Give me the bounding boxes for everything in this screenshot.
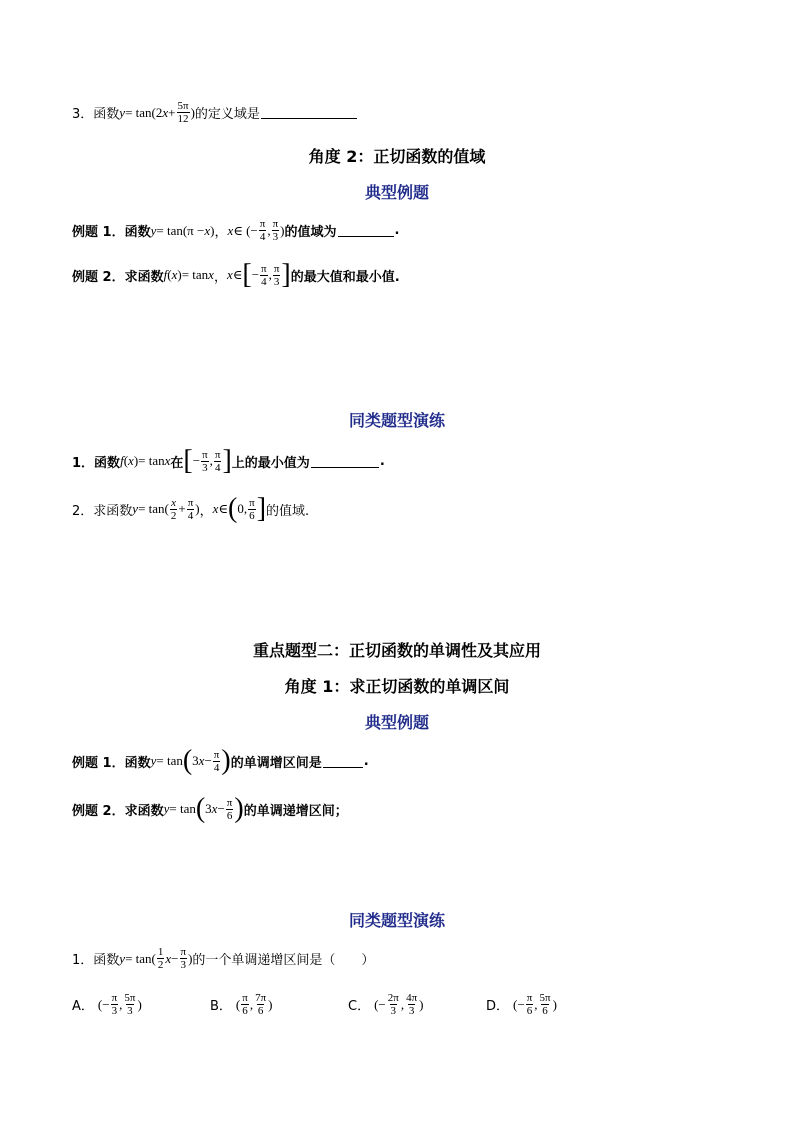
math-text: ) — [133, 453, 139, 468]
math-text: = tan — [138, 453, 165, 468]
example-monotonic-2 — [72, 793, 348, 824]
example-label: 例题 2． — [72, 269, 125, 285]
option-b[interactable]: B． ( $\frac{\pi}{6}$ , $\frac{7\pi}{6}$ ) — [210, 992, 273, 1017]
fraction: $\frac{\pi}{3}$ — [202, 448, 208, 474]
angle-1-heading: 角度 1：求正切函数的单调区间 — [284, 677, 510, 696]
fraction: $\frac{5\pi}{6}$ — [539, 992, 551, 1017]
example-text: 的最大值和最小值. — [290, 269, 400, 285]
question-text: 求函数 — [93, 503, 133, 519]
question-number: 3． — [72, 107, 94, 122]
var-x: x — [171, 267, 178, 282]
question-text: 的一个单调递增区间是（ ） — [192, 953, 375, 968]
math-text: 3 — [205, 801, 212, 816]
math-text: − — [251, 267, 260, 282]
topic-2-heading: 重点题型二：正切函数的单调性及其应用 — [252, 641, 541, 660]
question-text: 的定义域是 — [194, 107, 260, 122]
var-y: y — [132, 501, 139, 516]
fraction: $\frac{4\pi}{3}$ — [406, 992, 418, 1017]
math-text: ∈ (− — [233, 222, 258, 238]
math-text: , — [209, 453, 213, 468]
practice-heading: 同类题型演练 — [348, 411, 445, 430]
example-text: 的值域为 — [284, 225, 337, 240]
question-text: 上的最小值为 — [231, 455, 310, 471]
question-text: 的值域. — [266, 503, 310, 519]
option-d[interactable]: D． (− $\frac{\pi}{6}$ , $\frac{5\pi}{6}$ ) — [486, 992, 557, 1017]
punctuation: ， — [214, 225, 228, 240]
practice-heading: 同类题型演练 — [348, 911, 445, 930]
math-text: ) — [188, 950, 193, 966]
fraction: $\frac{\pi}{4}$ — [259, 218, 266, 243]
example-text: 求函数 — [124, 269, 164, 285]
example-2 — [72, 259, 400, 290]
fraction: $\frac{\pi}{4}$ — [261, 262, 267, 288]
option-c[interactable]: C． (− $\frac{2\pi}{3}$ , $\frac{4\pi}{3}$ ) — [348, 992, 424, 1017]
math-text: ) — [280, 222, 285, 238]
var-y: y — [150, 753, 157, 768]
var-x: x — [212, 501, 219, 516]
math-text: ) — [210, 222, 215, 238]
math-text: , — [268, 267, 272, 282]
question-text: 函数 — [93, 107, 120, 122]
example-text: 函数 — [124, 755, 151, 771]
var-x: x — [211, 801, 218, 816]
var-x: x — [164, 453, 171, 468]
math-text: = tan(π − — [156, 222, 205, 238]
math-text: = tan — [156, 753, 183, 768]
answer-blank — [323, 755, 363, 768]
math-text: 3 — [192, 753, 199, 768]
fraction: $\frac{\pi}{6}$ — [249, 496, 255, 522]
bracket: [ — [183, 445, 193, 476]
fraction: $\frac{\pi}{4}$ — [213, 748, 220, 774]
var-f: f — [120, 453, 124, 468]
math-text: = tan(2 — [125, 104, 163, 120]
typical-examples-heading: 典型例题 — [364, 713, 429, 732]
typical-examples-heading: 典型例题 — [364, 183, 429, 202]
math-text: + — [168, 104, 176, 120]
var-x: x — [198, 753, 205, 768]
option-label: D． — [486, 999, 510, 1014]
paren: ( — [182, 745, 193, 776]
math-text: = tan — [169, 801, 196, 816]
fraction: $\frac{\pi}{4}$ — [187, 496, 194, 522]
var-y: y — [163, 801, 170, 816]
fraction: $\frac{\pi}{4}$ — [214, 448, 221, 474]
math-text: = tan( — [125, 950, 156, 966]
practice-1 — [72, 445, 385, 476]
option-label: B． — [210, 999, 232, 1014]
math-text: − — [217, 801, 225, 816]
math-text: ( — [123, 453, 129, 468]
paren: ) — [221, 745, 231, 776]
math-text: ∈ — [218, 501, 229, 516]
question-number: 1． — [72, 953, 94, 968]
example-text: 的单调递增区间； — [243, 803, 348, 819]
option-label: C． — [348, 999, 371, 1014]
question-number: 1． — [72, 455, 95, 471]
var-x: x — [226, 267, 233, 282]
bracket: [ — [242, 259, 252, 290]
var-y: y — [119, 104, 126, 120]
var-y: y — [150, 222, 157, 238]
punctuation: . — [363, 753, 369, 769]
question-text: 在 — [170, 455, 184, 471]
bracket: ] — [222, 445, 232, 476]
math-text: ( — [167, 267, 172, 282]
question-text: 函数 — [93, 953, 120, 968]
option-label: A． — [72, 999, 94, 1014]
practice-3 — [72, 946, 374, 971]
bracket: ] — [281, 259, 291, 290]
example-text: 函数 — [124, 225, 151, 240]
fraction: $\frac{2\pi}{3}$ — [387, 992, 399, 1017]
math-text: + — [178, 501, 186, 516]
answer-blank — [311, 455, 379, 468]
example-monotonic-1 — [72, 745, 369, 776]
var-f: f — [163, 267, 168, 282]
var-x: x — [208, 267, 214, 282]
example-label: 例题 2． — [72, 803, 125, 819]
math-text: 0, — [237, 501, 248, 516]
example-label: 例题 1． — [72, 755, 125, 771]
fraction: $\frac{7\pi}{6}$ — [255, 992, 267, 1017]
angle-2-heading: 角度 2：正切函数的值域 — [308, 147, 486, 166]
answer-blank — [338, 224, 394, 237]
punctuation: . — [394, 223, 400, 238]
punctuation: ， — [199, 503, 213, 519]
math-text: ) — [177, 267, 182, 282]
var-x: x — [227, 222, 234, 238]
question-3 — [72, 100, 358, 125]
fraction: $\frac{\pi}{3}$ — [273, 262, 280, 288]
var-x: x — [165, 950, 172, 966]
bracket: ] — [256, 493, 267, 524]
math-text: , — [267, 222, 271, 238]
paren: ) — [234, 793, 244, 824]
math-text: ) — [195, 501, 200, 516]
example-text: 求函数 — [124, 803, 164, 819]
var-y: y — [119, 950, 126, 966]
math-text: − — [192, 453, 201, 468]
example-1 — [72, 218, 399, 243]
punctuation: . — [379, 453, 385, 469]
bracket: ( — [228, 493, 238, 524]
math-text: = tan — [181, 267, 209, 282]
var-x: x — [128, 453, 134, 468]
var-x: x — [162, 104, 169, 120]
fraction: $\frac{5\pi}{12}$ — [177, 100, 189, 125]
fraction: $\frac{x}{2}$ — [170, 496, 177, 522]
var-x: x — [204, 222, 211, 238]
fraction: $\frac{\pi}{6}$ — [242, 992, 248, 1017]
punctuation: ， — [213, 269, 227, 285]
fraction: $\frac{\pi}{6}$ — [226, 796, 233, 822]
practice-2 — [72, 493, 310, 524]
example-label: 例题 1． — [72, 225, 125, 240]
math-text: = tan( — [138, 501, 169, 516]
math-text: − — [204, 753, 212, 768]
fraction: $\frac{\pi}{6}$ — [526, 992, 533, 1017]
option-a[interactable]: A． (− $\frac{\pi}{3}$ , $\frac{5\pi}{3}$ ) — [72, 992, 142, 1017]
example-text: 的单调增区间是 — [230, 755, 322, 771]
paren: ( — [195, 793, 206, 824]
fraction: $\frac{5\pi}{3}$ — [124, 992, 136, 1017]
question-text: 函数 — [94, 455, 121, 471]
answer-blank — [261, 106, 357, 119]
fraction: $\frac{\pi}{3}$ — [272, 218, 279, 243]
fraction: $\frac{\pi}{3}$ — [180, 946, 187, 971]
math-text: ) — [190, 104, 195, 120]
fraction: $\frac{\pi}{3}$ — [111, 992, 118, 1017]
math-text: ∈ — [232, 267, 243, 282]
math-text: − — [171, 950, 179, 966]
question-number: 2． — [72, 503, 94, 519]
fraction: $\frac{1}{2}$ — [157, 946, 164, 971]
